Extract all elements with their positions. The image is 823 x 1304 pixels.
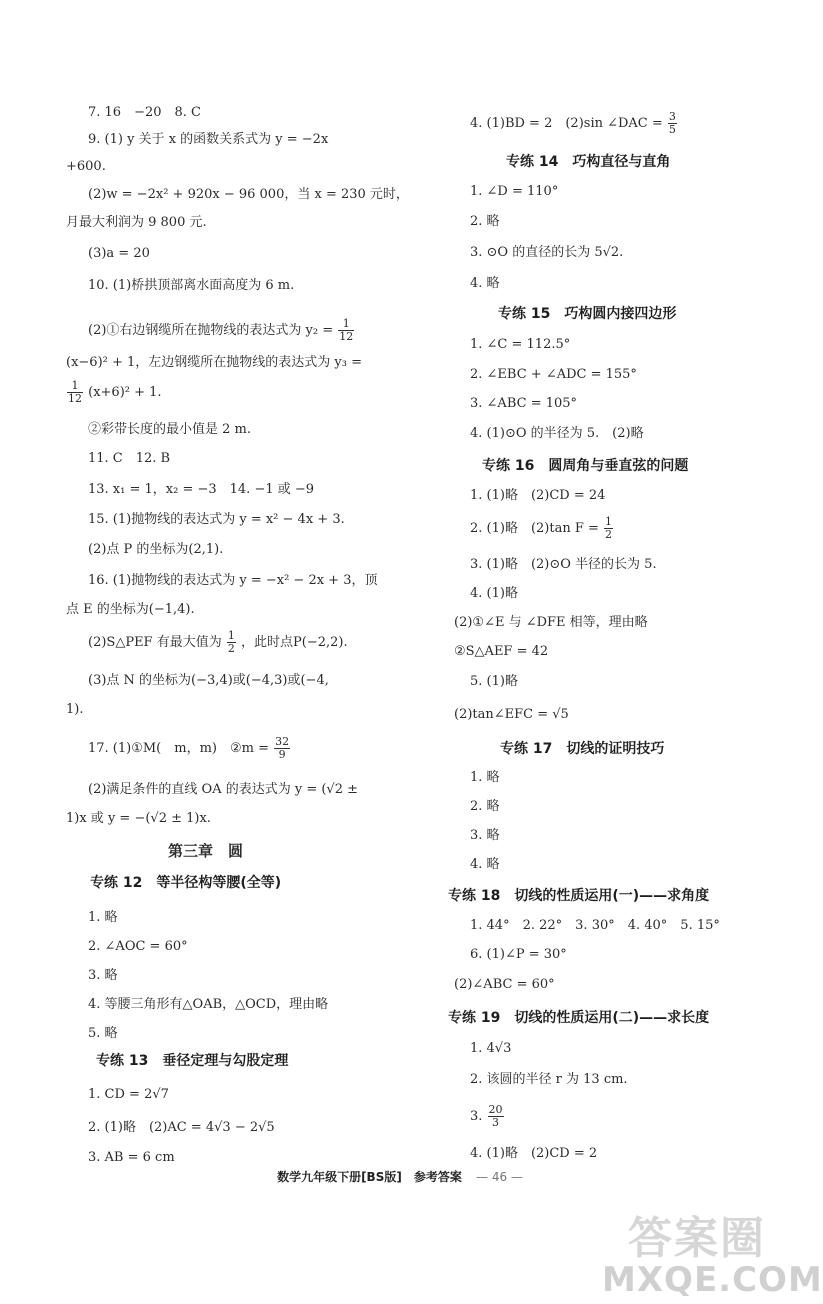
answer-line: 1. (1)略 (2)CD = 24 [470, 488, 606, 503]
answer-line: (2)tan∠EFC = √5 [454, 707, 569, 722]
answer-line: ②S△AEF = 42 [454, 644, 549, 659]
answer-line: 5. 略 [88, 1026, 118, 1041]
watermark-text: 答案圈 [628, 1213, 766, 1264]
answer-line: 1)x 或 y = −(√2 ± 1)x. [66, 811, 211, 826]
watermark-url: MXQE.COM [602, 1260, 823, 1300]
answer-line: 4. 略 [470, 857, 500, 872]
fraction: $\frac{1}{12}$ [339, 317, 354, 343]
answer-line: 16. (1)抛物线的表达式为 y = −x² − 2x + 3，顶 [88, 573, 378, 588]
answer-line: 3. 略 [88, 968, 118, 983]
answer-line: (2)∠ABC = 60° [454, 977, 555, 992]
answer-line [66, 380, 162, 405]
section-title: 专练 16 圆周角与垂直弦的问题 [482, 458, 689, 474]
answer-text: (2)①右边钢缆所在抛物线的表达式为 y₂ = [88, 323, 334, 338]
answer-line: 3. ⊙O 的直径的长为 5√2. [470, 245, 624, 260]
answer-line: (2)点 P 的坐标为(2,1). [88, 542, 224, 557]
answer-line: 4. 等腰三角形有△OAB，△OCD，理由略 [88, 997, 329, 1012]
fraction: $\frac{3}{5}$ [668, 110, 676, 136]
answer-line: +600. [66, 159, 106, 174]
answer-text: (x+6)² + 1. [88, 385, 162, 400]
answer-line: 月最大利润为 9 800 元. [66, 215, 207, 230]
answer-line: 1. 略 [88, 910, 118, 925]
answer-line [88, 736, 291, 761]
answer-line: 10. (1)桥拱顶部离水面高度为 6 m. [88, 278, 295, 293]
answer-line: 13. x₁ = 1，x₂ = −3 14. −1 或 −9 [88, 482, 315, 497]
watermark-logo [590, 1200, 823, 1300]
answer-text: (2)S△PEF 有最大值为 [88, 635, 222, 650]
answer-line: 2. (1)略 (2)AC = 4√3 − 2√5 [88, 1120, 275, 1135]
answer-text: 3. [470, 1109, 483, 1124]
answer-line: 15. (1)抛物线的表达式为 y = x² − 4x + 3. [88, 512, 345, 527]
answer-line: 2. 该圆的半径 r 为 13 cm. [470, 1072, 628, 1087]
answer-line: 1. 略 [470, 770, 500, 785]
answer-text: 4. (1)BD = 2 (2)sin ∠DAC = [470, 116, 663, 131]
answer-line: 2. 略 [470, 214, 500, 229]
answer-line: 4. (1)略 [470, 586, 518, 601]
answer-line: 3. ∠ABC = 105° [470, 396, 578, 411]
section-title: 专练 12 等半径构等腰(全等) [90, 875, 282, 891]
section-title: 专练 17 切线的证明技巧 [500, 741, 665, 757]
fraction: $\frac{1}{2}$ [605, 515, 613, 541]
answer-line: (3)a = 20 [88, 246, 150, 261]
page-footer [0, 1168, 800, 1185]
answer-line: 5. (1)略 [470, 674, 518, 689]
answer-line: 11. C 12. B [88, 451, 171, 466]
answer-line: (3)点 N 的坐标为(−3,4)或(−4,3)或(−4, [88, 673, 329, 688]
answer-line: 2. ∠EBC + ∠ADC = 155° [470, 367, 637, 382]
footer-title: 数学九年级下册[BS版] 参考答案 [277, 1170, 462, 1184]
answer-line: 1. ∠C = 112.5° [470, 337, 571, 352]
answer-line: 1. 4√3 [470, 1041, 512, 1056]
answer-line [88, 318, 355, 343]
answer-line [470, 1104, 505, 1129]
answer-text: ，此时点P(−2,2). [241, 635, 348, 650]
section-title: 专练 13 垂径定理与勾股定理 [96, 1053, 289, 1069]
answer-line: 4. (1)略 (2)CD = 2 [470, 1146, 598, 1161]
answer-line: 3. AB = 6 cm [88, 1150, 175, 1165]
answer-line: (x−6)² + 1，左边钢缆所在抛物线的表达式为 y₃ = [66, 355, 362, 370]
section-title: 专练 14 巧构直径与直角 [506, 154, 671, 170]
fraction: $\frac{32}{9}$ [275, 735, 290, 761]
answer-line: 1. CD = 2√7 [88, 1087, 169, 1102]
answer-line: 7. 16 −20 8. C [88, 105, 201, 120]
answer-line [470, 516, 614, 541]
answer-line [88, 630, 348, 655]
fraction: $\frac{1}{12}$ [68, 379, 82, 405]
answer-line: ②彩带长度的最小值是 2 m. [88, 422, 251, 437]
answer-line: 4. (1)⊙O 的半径为 5. (2)略 [470, 426, 644, 441]
answer-line: (2)w = −2x² + 920x − 96 000，当 x = 230 元时， [88, 187, 409, 202]
answer-text: 17. (1)①M( m，m) ②m = [88, 741, 269, 756]
answer-line: 9. (1) y 关于 x 的函数关系式为 y = −2x [88, 132, 329, 147]
answer-line: 2. 略 [470, 799, 500, 814]
section-title: 专练 15 巧构圆内接四边形 [498, 306, 677, 322]
fraction: $\frac{1}{2}$ [227, 629, 235, 655]
answer-line [470, 111, 678, 136]
answer-line: 1. 44° 2. 22° 3. 30° 4. 40° 5. 15° [470, 918, 720, 933]
answer-line: 3. (1)略 (2)⊙O 半径的长为 5. [470, 557, 657, 572]
answer-line: 点 E 的坐标为(−1,4). [66, 602, 195, 617]
answer-line: 1). [66, 702, 84, 717]
chapter-title: 第三章 圆 [168, 842, 244, 860]
answer-line: (2)满足条件的直线 OA 的表达式为 y = (√2 ± [88, 782, 359, 797]
answer-line: (2)①∠E 与 ∠DFE 相等，理由略 [454, 615, 648, 630]
answer-line: 1. ∠D = 110° [470, 184, 559, 199]
answer-line: 4. 略 [470, 276, 500, 291]
answer-line: 3. 略 [470, 828, 500, 843]
answer-text: 2. (1)略 (2)tan F = [470, 521, 599, 536]
section-title: 专练 19 切线的性质运用(二)——求长度 [448, 1010, 710, 1026]
answer-line: 2. ∠AOC = 60° [88, 939, 188, 954]
fraction: $\frac{20}{3}$ [488, 1103, 503, 1129]
section-title: 专练 18 切线的性质运用(一)——求角度 [448, 888, 710, 904]
answer-line: 6. (1)∠P = 30° [470, 947, 567, 962]
page-number: — 46 — [476, 1170, 523, 1184]
